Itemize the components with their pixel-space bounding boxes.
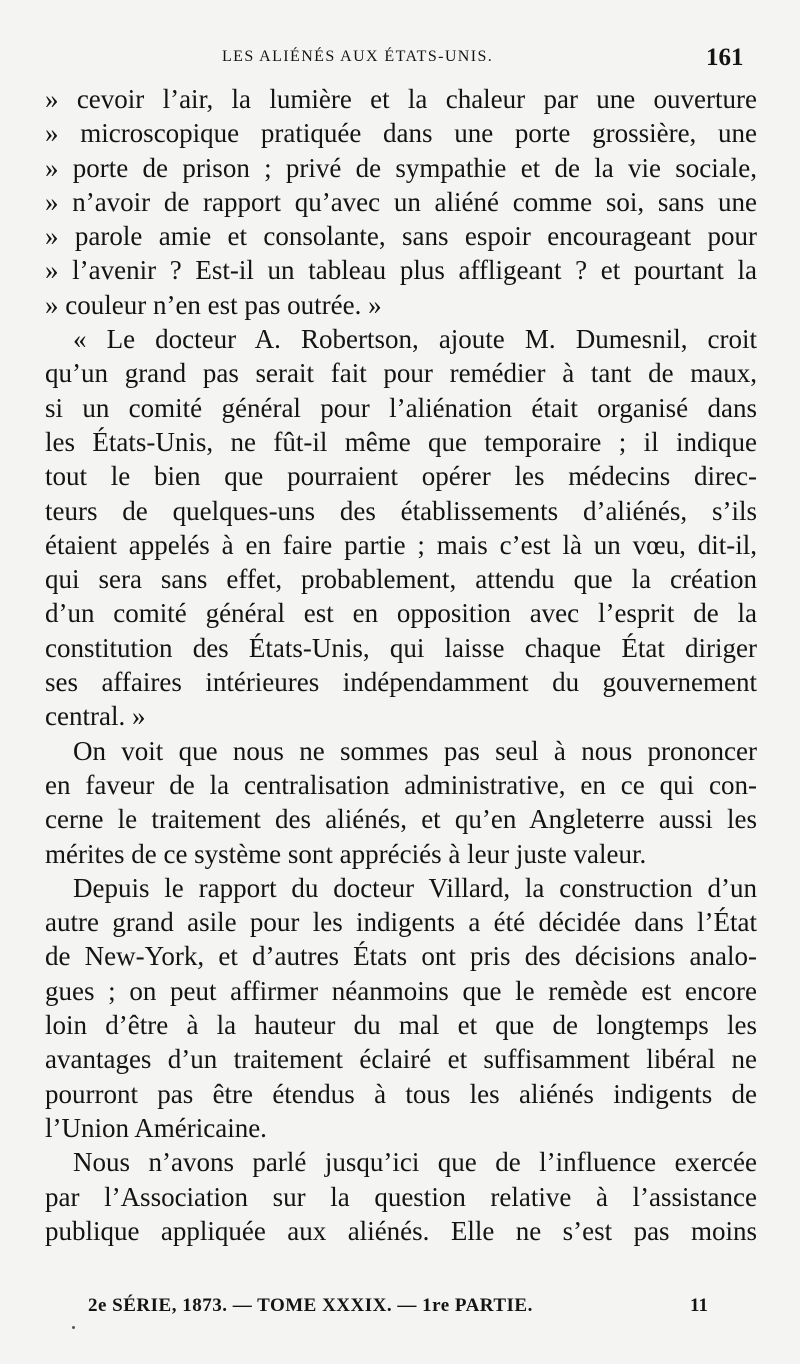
text-line: l’Union Américaine. [45,1112,267,1143]
signature-mark: 11 [690,1295,708,1316]
text-line: « Le docteur A. Robertson, ajoute M. Dumesnil, croit [73,324,757,355]
text-line: » l’avenir ? Est-il un tableau plus affligeant ? et pourtant la [45,255,757,286]
body-text [45,82,757,1248]
text-line: tout le bien que pourraient opérer les médecins direc- [45,461,757,492]
text-line: » porte de prison ; privé de sympathie et de la vie sociale, [45,152,757,183]
text-line: loin d’être à la hauteur du mal et que de longtemps les [45,1010,757,1041]
text-line: On voit que nous ne sommes pas seul à nous prononcer [73,735,757,766]
text-line: » cevoir l’air, la lumière et la chaleur par une ouverture [45,84,757,114]
page-number: 161 [706,44,744,71]
text-line: les États-Unis, ne fût-il même que temporaire ; il indique [45,426,757,457]
text-line: Nous n’avons parlé jusqu’ici que de l’influence exercée [73,1147,757,1178]
text-line: » parole amie et consolante, sans espoir encourageant pour [45,221,757,252]
text-line: autre grand asile pour les indigents a été décidée dans l’État [45,907,757,938]
text-line: avantages d’un traitement éclairé et suffisamment libéral ne [45,1044,757,1075]
ink-speck [72,1326,75,1329]
text-line: d’un comité général est en opposition avec l’esprit de la [45,598,757,629]
text-line: si un comité général pour l’aliénation était organisé dans [45,392,757,423]
text-line: en faveur de la centralisation administrative, en ce qui con- [45,769,757,800]
text-line: central. » [45,701,146,732]
text-line: qu’un grand pas serait fait pour remédier à tant de maux, [45,358,757,389]
text-line: » couleur n’en est pas outrée. » [45,289,382,320]
text-line: mérites de ce système sont appréciés à leur juste valeur. [45,838,647,869]
text-line: par l’Association sur la question relative à l’assistance [45,1181,757,1212]
text-line: » microscopique pratiquée dans une porte grossière, une [45,118,757,149]
text-line: de New-York, et d’autres États ont pris des décisions analo- [45,941,757,972]
text-line: constitution des États-Unis, qui laisse chaque État diriger [45,632,757,663]
text-line: publique appliquée aux aliénés. Elle ne s’est pas moins [45,1215,757,1246]
page-footer [88,1295,708,1325]
text-line: gues ; on peut affirmer néanmoins que le remède est encore [45,975,757,1006]
text-line: Depuis le rapport du docteur Villard, la construction d’un [73,872,757,903]
text-line: ses affaires intérieures indépendamment du gouvernement [45,667,757,698]
running-head [0,44,800,74]
text-line: cerne le traitement des aliénés, et qu’en Angleterre aussi les [45,804,757,835]
signature-line: 2e SÉRIE, 1873. — TOME XXXIX. — 1re PARTIE. [88,1295,533,1316]
text-line: teurs de quelques-uns des établissements d’aliénés, s’ils [45,495,757,526]
running-title: LES ALIÉNÉS AUX ÉTATS-UNIS. [222,48,494,65]
text-line: pourront pas être étendus à tous les aliénés indigents de [45,1078,757,1109]
text-line: qui sera sans effet, probablement, attendu que la création [45,564,757,595]
text-line: étaient appelés à en faire partie ; mais c’est là un vœu, dit-il, [45,529,757,560]
text-line: » n’avoir de rapport qu’avec un aliéné comme soi, sans une [45,186,757,217]
